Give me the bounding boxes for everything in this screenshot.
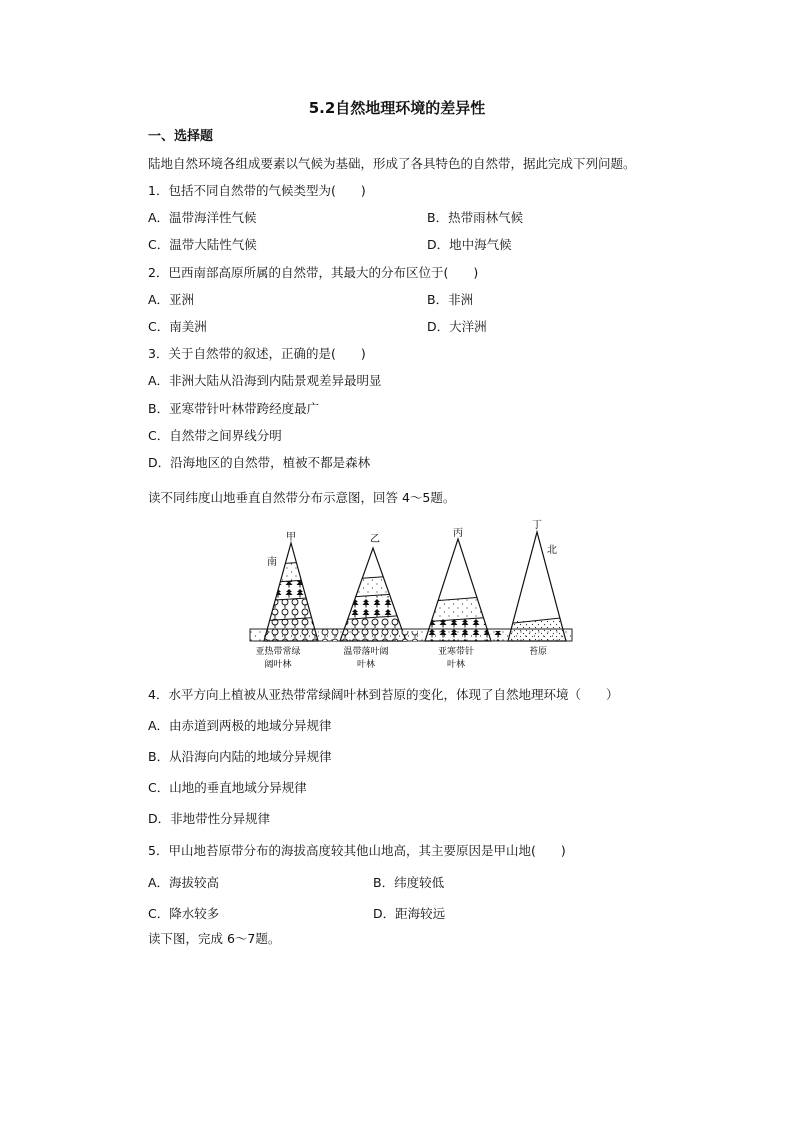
q4-stem: 4．水平方向上植被从亚热带常绿阔叶林到苔原的变化，体现了自然地理环境（ ） — [148, 687, 619, 702]
legend-temperate-deciduous: 温带落叶阔 — [343, 647, 389, 657]
q1-option-a: A．温带海洋性气候 — [148, 210, 257, 225]
legend-subtropical-evergreen-2: 阔叶林 — [264, 660, 292, 670]
legend-tundra: 苔原 — [528, 647, 548, 657]
page-title: 5.2自然地理环境的差异性 — [308, 99, 486, 117]
q1-option-d: D．地中海气候 — [427, 237, 512, 252]
q3-option-a: A．非洲大陆从沿海到内陆景观差异最明显 — [148, 373, 382, 388]
q4-option-b: B．从沿海向内陆的地域分异规律 — [148, 749, 332, 764]
label-yi: 乙 — [370, 534, 380, 545]
mountain-bing — [421, 539, 495, 641]
q5-option-d: D．距海较远 — [373, 906, 446, 921]
q5-option-a: A．海拔较高 — [148, 875, 220, 890]
q2-option-c: C．南美洲 — [148, 319, 207, 334]
reading-instruction-1: 读不同纬度山地垂直自然带分布示意图，回答 4～5题。 — [148, 490, 456, 505]
q1-option-c: C．温带大陆性气候 — [148, 237, 257, 252]
q2-stem: 2．巴西南部高原所属的自然带，其最大的分布区位于( ) — [148, 265, 479, 280]
q2-option-b: B．非洲 — [427, 292, 474, 307]
mountain-zones-figure — [240, 518, 580, 676]
mountain-ding — [504, 532, 570, 641]
label-ding: 丁 — [532, 520, 542, 531]
q4-option-a: A．由赤道到两极的地域分异规律 — [148, 718, 332, 733]
label-south: 南 — [267, 557, 277, 568]
q2-option-a: A．亚洲 — [148, 292, 195, 307]
q3-option-b: B．亚寒带针叶林带跨经度最广 — [148, 401, 320, 416]
q5-stem: 5．甲山地苔原带分布的海拔高度较其他山地高，其主要原因是甲山地( ) — [148, 843, 566, 858]
intro-text: 陆地自然环境各组成要素以气候为基础，形成了各具特色的自然带，据此完成下列问题。 — [148, 156, 636, 171]
legend-temperate-deciduous-2: 叶林 — [356, 660, 376, 670]
q4-option-c: C．山地的垂直地域分异规律 — [148, 780, 307, 795]
legend-subarctic-conifer: 亚寒带针 — [437, 647, 475, 657]
section-heading: 一、选择题 — [148, 129, 214, 144]
label-north: 北 — [547, 545, 557, 556]
q3-option-d: D．沿海地区的自然带，植被不都是森林 — [148, 455, 371, 470]
q2-option-d: D．大洋洲 — [427, 319, 487, 334]
legend-subtropical-evergreen: 亚热带常绿 — [255, 647, 301, 657]
label-bing: 丙 — [453, 528, 463, 539]
q4-option-d: D．非地带性分异规律 — [148, 811, 271, 826]
legend-subarctic-conifer-2: 叶林 — [446, 660, 466, 670]
q3-option-c: C．自然带之间界线分明 — [148, 428, 282, 443]
label-jia: 甲 — [286, 532, 296, 543]
q1-option-b: B．热带雨林气候 — [427, 210, 524, 225]
reading-instruction-2: 读下图，完成 6～7题。 — [148, 931, 281, 946]
q5-option-b: B．纬度较低 — [373, 875, 445, 890]
q5-option-c: C．降水较多 — [148, 906, 220, 921]
q1-stem: 1．包括不同自然带的气候类型为( ) — [148, 183, 366, 198]
mountain-yi — [336, 548, 410, 641]
q3-stem: 3．关于自然带的叙述，正确的是( ) — [148, 346, 366, 361]
